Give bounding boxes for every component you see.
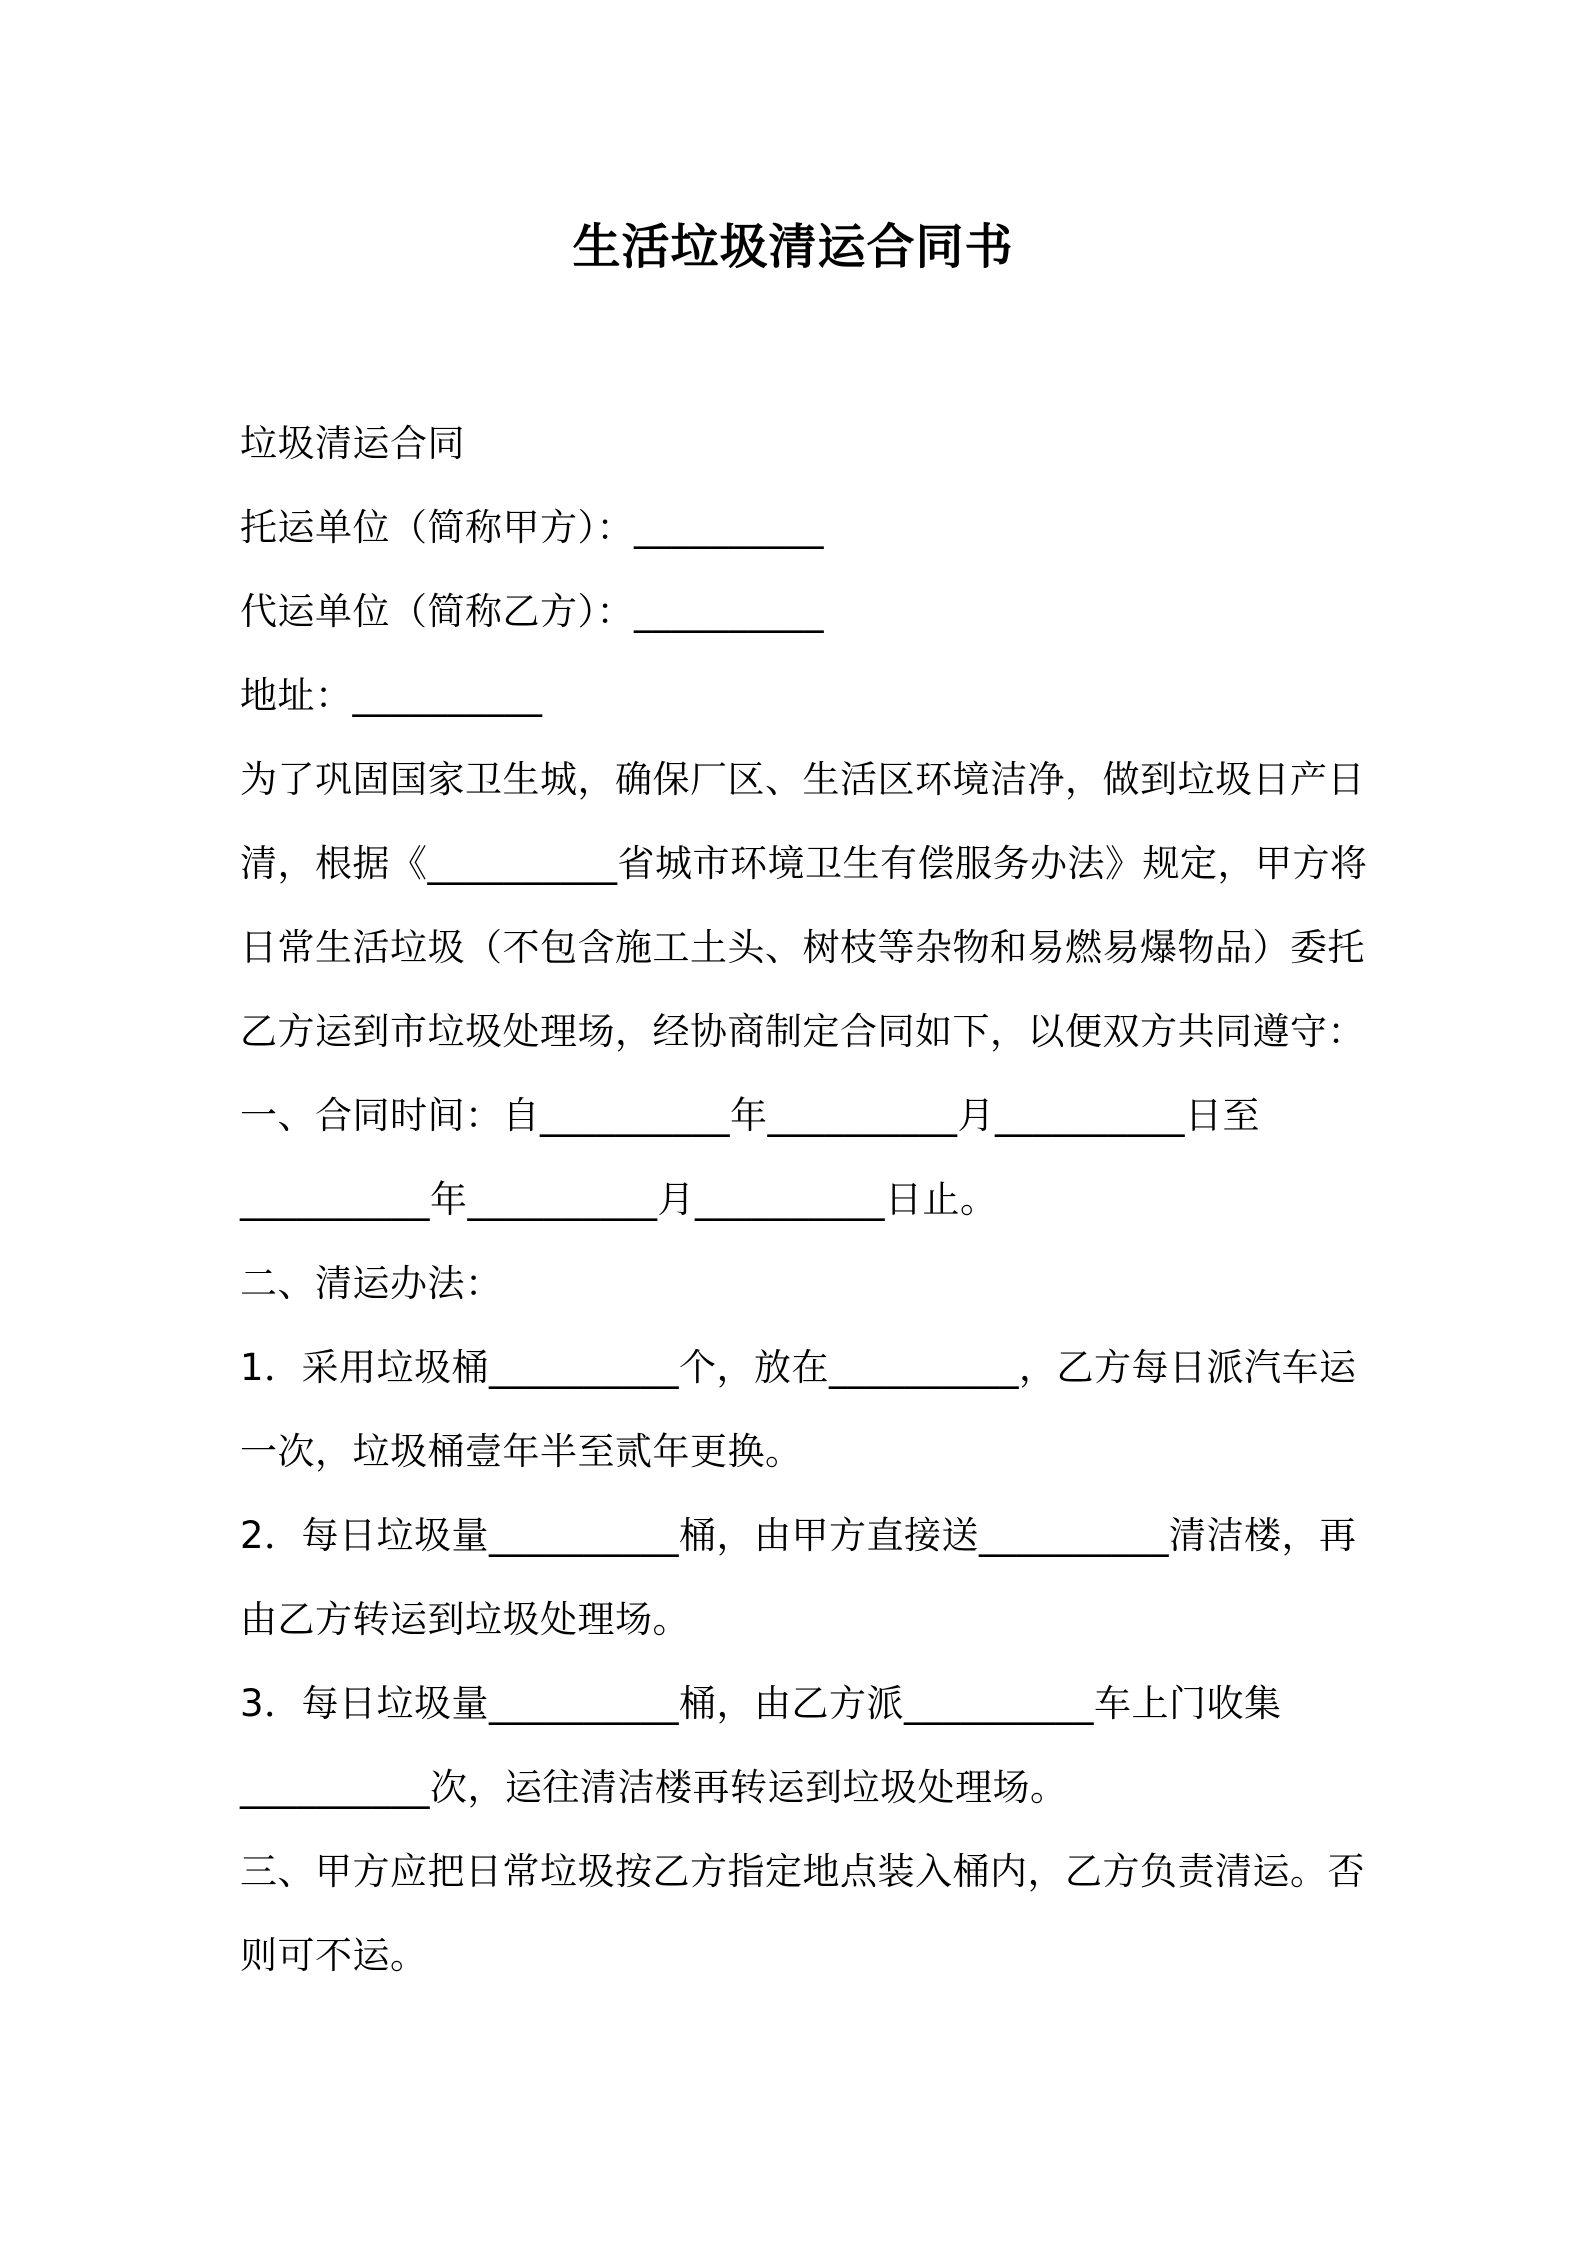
address-line: 地址：__________ xyxy=(240,674,543,717)
preamble-line-4: 乙方运到市垃圾处理场，经协商制定合同如下，以便双方共同遵守： xyxy=(240,1010,1365,1053)
clause-1-line-2: __________年__________月__________日止。 xyxy=(240,1178,998,1221)
clause-3-line-2: 则可不运。 xyxy=(240,1934,428,1977)
preamble-line-2: 清，根据《__________省城市环境卫生有偿服务办法》规定，甲方将 xyxy=(240,842,1368,885)
document-body xyxy=(240,402,1368,1998)
clause-2-item-3-line-1: 3．每日垃圾量__________桶，由乙方派__________车上门收集 xyxy=(240,1682,1282,1725)
contract-heading: 垃圾清运合同 xyxy=(240,422,465,465)
clause-3-line-1: 三、甲方应把日常垃圾按乙方指定地点装入桶内，乙方负责清运。否 xyxy=(240,1850,1365,1893)
party-b-line: 代运单位（简称乙方）：__________ xyxy=(240,590,824,633)
document-title: 生活垃圾清运合同书 xyxy=(572,219,1014,275)
clause-2-heading: 二、清运办法： xyxy=(240,1262,503,1305)
clause-2-item-3-line-2: __________次，运往清洁楼再转运到垃圾处理场。 xyxy=(240,1766,1068,1809)
clause-2-item-1-line-2: 一次，垃圾桶壹年半至贰年更换。 xyxy=(240,1430,803,1473)
party-a-line: 托运单位（简称甲方）：__________ xyxy=(240,506,824,549)
clause-1-line-1: 一、合同时间：自__________年__________月__________日至 xyxy=(240,1094,1260,1137)
preamble-line-1: 为了巩固国家卫生城，确保厂区、生活区环境洁净，做到垃圾日产日 xyxy=(240,758,1365,801)
clause-2-item-2-line-1: 2．每日垃圾量__________桶，由甲方直接送__________清洁楼，再 xyxy=(240,1514,1357,1557)
clause-2-item-2-line-2: 由乙方转运到垃圾处理场。 xyxy=(240,1598,690,1641)
clause-2-item-1-line-1: 1．采用垃圾桶__________个，放在__________，乙方每日派汽车运 xyxy=(240,1346,1357,1389)
preamble-line-3: 日常生活垃圾（不包含施工土头、树枝等杂物和易燃易爆物品）委托 xyxy=(240,926,1365,969)
